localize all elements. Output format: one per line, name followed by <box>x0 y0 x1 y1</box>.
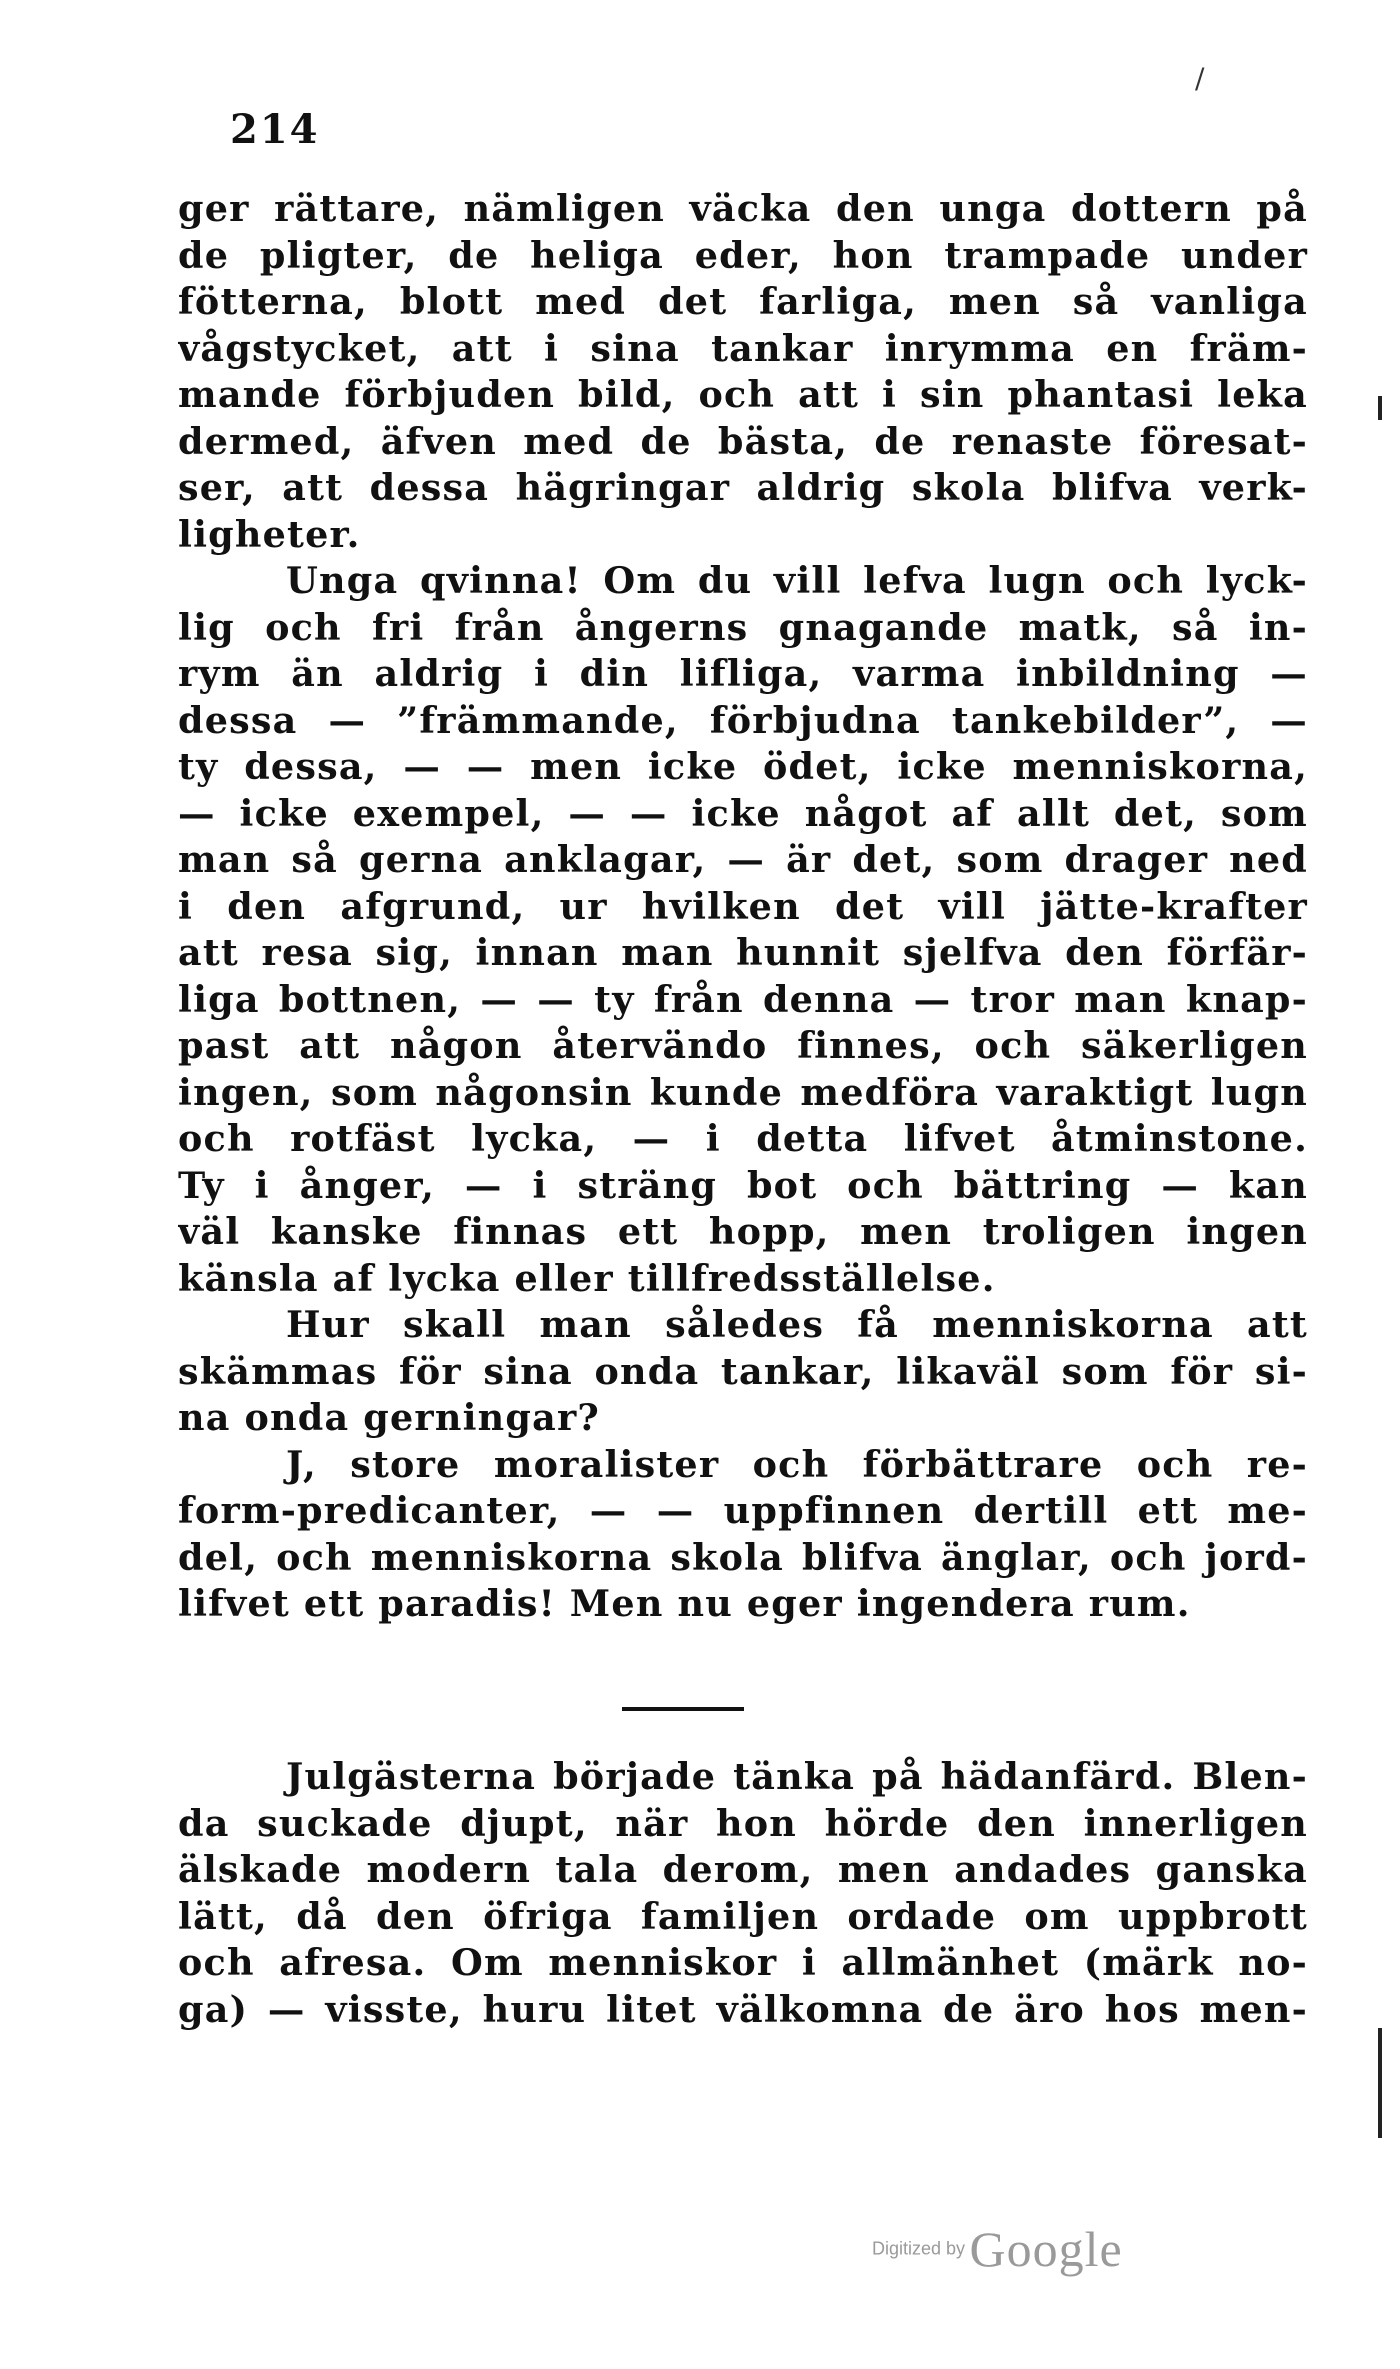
text-line: Julgästerna började tänka på hädanfärd. Blen- <box>286 1755 1308 1798</box>
text-line: Ty i ånger, — i sträng bot och bättring — kan <box>178 1163 1308 1207</box>
page-edge-mark <box>1378 396 1382 420</box>
text-line: och afresa. Om menniskor i allmänhet (märk no- <box>178 1941 1308 1984</box>
text-line: att resa sig, innan man hunnit sjelfva den förfär- <box>178 931 1308 974</box>
text-line: fötterna, blott med det farliga, men så vanliga <box>178 280 1308 323</box>
text-line: känsla af lycka eller tillfredsställelse. <box>178 1256 996 1300</box>
text-line: liga bottnen, — — ty från denna — tror man knap- <box>178 977 1308 1021</box>
corner-mark: / <box>1195 62 1205 95</box>
section-separator <box>622 1707 744 1711</box>
text-line: lig och fri från ångerns gnagande matk, så in- <box>178 605 1308 649</box>
paragraph-one <box>178 186 1308 1628</box>
text-line: mande förbjuden bild, och att i sin phantasi leka <box>178 373 1308 416</box>
text-line: dermed, äfven med de bästa, de renaste föresat- <box>178 419 1308 463</box>
text-line: lätt, då den öfriga familjen ordade om uppbrott <box>178 1894 1308 1938</box>
watermark-prefix: Digitized by <box>872 2238 966 2259</box>
text-line: ser, att dessa hägringar aldrig skola blifva verk- <box>178 466 1308 509</box>
page-edge-mark <box>1378 2028 1382 2138</box>
paragraph-two <box>178 1754 1308 2033</box>
text-line: past att någon återvändo finnes, och säkerligen <box>178 1024 1308 1067</box>
text-line: Unga qvinna! Om du vill lefva lugn och lyck- <box>286 559 1308 602</box>
text-line: na onda gerningar? <box>178 1396 600 1439</box>
text-line: ty dessa, — — men icke ödet, icke menniskorna, <box>178 745 1308 788</box>
text-line: i den afgrund, ur hvilken det vill jätte-krafter <box>178 884 1308 928</box>
text-line: man så gerna anklagar, — är det, som drager ned <box>178 838 1308 881</box>
text-line: de pligter, de heliga eder, hon trampade under <box>178 233 1308 277</box>
text-line: form-predicanter, — — uppfinnen dertill ett me- <box>178 1489 1308 1532</box>
text-line: ga) — visste, huru litet välkomna de äro hos men- <box>178 1987 1308 2031</box>
text-line: J, store moralister och förbättrare och re- <box>286 1442 1308 1486</box>
text-line: rym än aldrig i din lifliga, varma inbildning — <box>178 652 1308 695</box>
text-line: ger rättare, nämligen väcka den unga dottern på <box>178 187 1308 230</box>
page-number: 214 <box>230 106 320 153</box>
text-line: vågstycket, att i sina tankar inrymma en främ- <box>178 326 1308 370</box>
digitized-watermark <box>872 2220 1123 2278</box>
text-line: väl kanske finnas ett hopp, men troligen ingen <box>178 1210 1308 1253</box>
text-line: lifvet ett paradis! Men nu eger ingendera rum. <box>178 1582 1191 1625</box>
text-line: ingen, som någonsin kunde medföra varaktigt lugn <box>178 1070 1308 1114</box>
text-line: dessa — ”främmande, förbjudna tankebilder”, — <box>178 698 1308 742</box>
text-line: ligheter. <box>178 512 361 556</box>
text-line: — icke exempel, — — icke något af allt det, som <box>178 791 1308 835</box>
text-line: da suckade djupt, när hon hörde den innerligen <box>178 1801 1308 1845</box>
text-line: och rotfäst lycka, — i detta lifvet åtminstone. <box>178 1117 1308 1160</box>
text-line: Hur skall man således få menniskorna att <box>286 1303 1308 1346</box>
google-logo: Google <box>969 2221 1123 2277</box>
text-line: skämmas för sina onda tankar, likaväl som för si- <box>178 1349 1308 1393</box>
text-line: del, och menniskorna skola blifva änglar, och jord- <box>178 1535 1308 1579</box>
text-line: älskade modern tala derom, men andades ganska <box>178 1848 1308 1891</box>
